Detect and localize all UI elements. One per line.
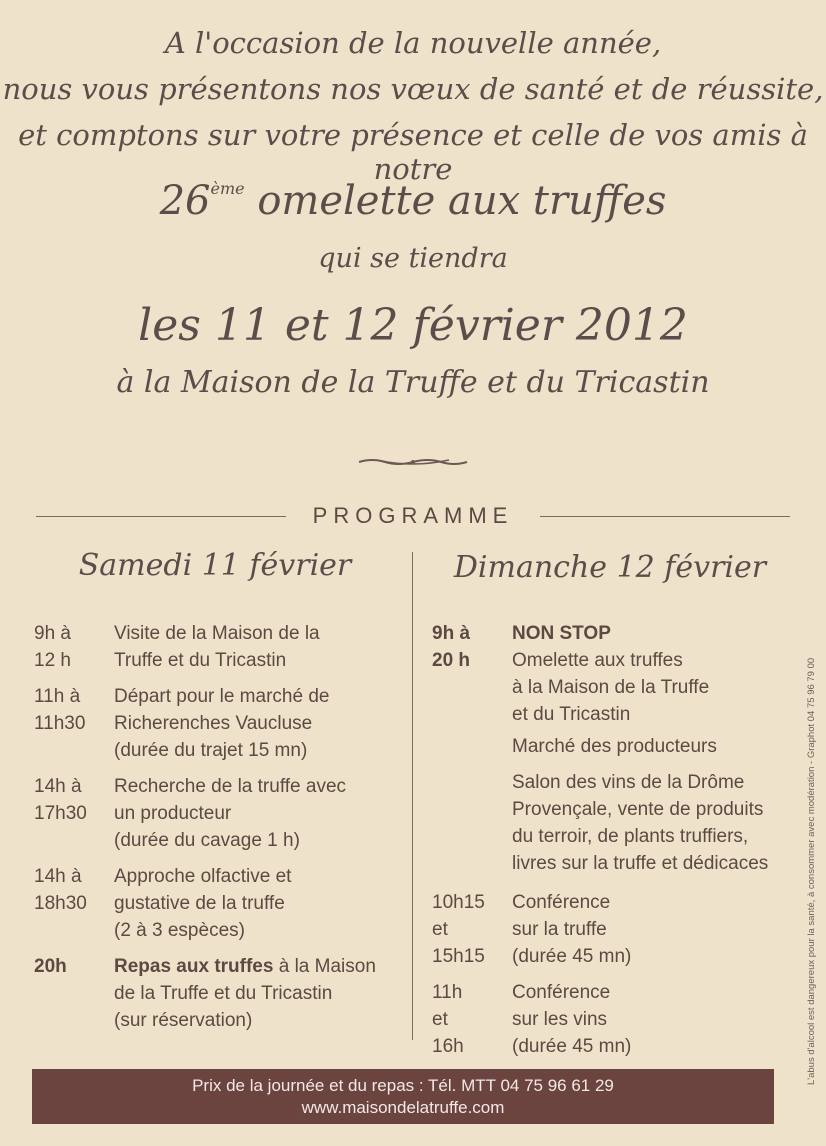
intro-line-3: et comptons sur votre présence et celle de vos amis à notre [18, 118, 808, 186]
programme-heading: PROGRAMME [312, 503, 514, 528]
saturday-title: Samedi 11 février [78, 548, 352, 583]
schedule-entry [34, 863, 394, 944]
entry-description: Visite de la Maison de la Truffe et du Tricastin [114, 623, 320, 671]
entry-description: Approche olfactive et gustative de la truffe (2 à 3 espèces) [114, 866, 292, 941]
entry-time: 10h15 et 15h15 [432, 892, 485, 967]
event-number-suffix: ème [210, 178, 245, 198]
entry-description: Recherche de la truffe avec un producteur (durée du cavage 1 h) [114, 776, 347, 851]
schedule-entry [432, 620, 792, 728]
entry-time: 14h à 18h30 [34, 866, 87, 914]
event-name: omelette aux truffes [244, 178, 667, 224]
event-dates: les 11 et 12 février 2012 [138, 300, 688, 351]
schedule-entry [34, 620, 394, 674]
sunday-title: Dimanche 12 février [453, 550, 767, 585]
entry-time: 11h à 11h30 [34, 686, 86, 734]
intro-line-1: A l'occasion de la nouvelle année, [164, 26, 662, 60]
entry-time: 9h à 20 h [432, 623, 471, 671]
entry-time: 11h et 16h [432, 982, 464, 1057]
schedule-entry [34, 953, 394, 1034]
sunday-schedule [432, 620, 792, 1069]
event-number: 26 [159, 178, 211, 224]
entry-description: Conférence sur les vins (durée 45 mn) [512, 982, 632, 1057]
omelette-details: Omelette aux truffes à la Maison de la Truffe et du Tricastin [512, 650, 710, 725]
event-venue: à la Maison de la Truffe et du Tricastin [116, 365, 710, 400]
programme-rule-left [36, 516, 286, 517]
schedule-entry [34, 683, 394, 764]
entry-description [512, 620, 709, 728]
footer-banner [32, 1069, 774, 1124]
entry-time: 20h [34, 956, 67, 977]
entry-time: 9h à 12 h [34, 623, 71, 671]
non-stop-label: NON STOP [512, 623, 611, 644]
schedule-entry [432, 979, 792, 1060]
ornament-divider [357, 456, 469, 468]
footer-website: www.maisondelatruffe.com [301, 1098, 505, 1117]
entry-description: Conférence sur la truffe (durée 45 mn) [512, 892, 632, 967]
entry-time: 14h à 17h30 [34, 776, 87, 824]
event-title [0, 178, 826, 224]
entry-description [114, 953, 376, 1034]
wine-fair: Salon des vins de la Drôme Provençale, vente de produits du terroir, de plants truffiers, livres sur la truffe et dédicaces [512, 772, 769, 874]
intro-line-2: nous vous présentons nos vœux de santé et de réussite, [2, 72, 824, 106]
dinner-details: à la Maison de la Truffe et du Tricastin (sur réservation) [114, 956, 376, 1031]
saturday-schedule [34, 620, 394, 1043]
dinner-label: Repas aux truffes [114, 956, 274, 977]
schedule-entry [34, 773, 394, 854]
producers-market: Marché des producteurs [512, 736, 717, 757]
column-divider [412, 552, 413, 1040]
side-legal-note: L'abus d'alcool est dangereux pour la santé, à consommer avec modération - Graphot 04 75 96 79 00 [806, 657, 817, 1085]
entry-description: Départ pour le marché de Richerenches Vaucluse (durée du trajet 15 mn) [114, 686, 330, 761]
programme-rule-right [540, 516, 790, 517]
footer-price-phone: Prix de la journée et du repas : Tél. MTT 04 75 96 61 29 [192, 1076, 614, 1095]
held-text: qui se tiendra [318, 243, 508, 274]
schedule-entry [432, 889, 792, 970]
